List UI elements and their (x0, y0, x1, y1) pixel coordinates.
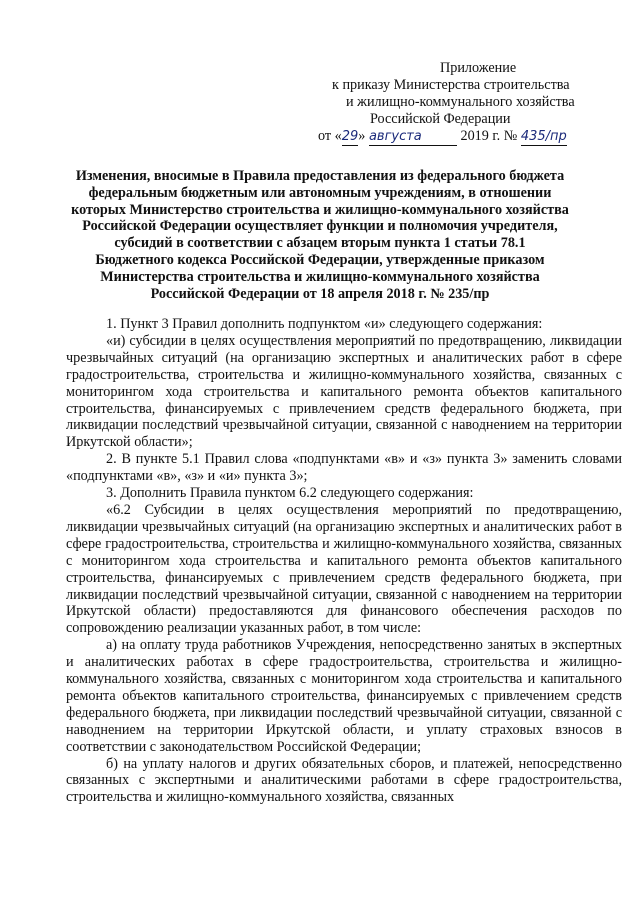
paragraph-6: а) на оплату труда работников Учреждения, непосредственно занятых в экспертных и аналитических работах в сфере градостроительства, строительства и жилищно-коммунального хозяйства, связанных с мониторингом хода строительства и капитального ремонта объектов капитального строительства, финансируемых с привлечением средств федерального бюджета, при ликвидации последствий чрезвычайной ситуации, связанной с наводнением на территории Иркутской области, и уплату страховых взносов в соответствии с законодательством Российской Федерации; (66, 637, 622, 755)
date-year: 2019 г. № (456, 128, 521, 144)
title-line: Бюджетного кодекса Российской Федерации, утвержденные приказом (95, 251, 545, 268)
title-line: Изменения, вносимые в Правила предоставления из федерального бюджета (75, 168, 565, 184)
paragraph-2: «и) субсидии в целях осуществления мероприятий по предотвращению, ликвидации чрезвычайных ситуаций (на организацию экспертных и аналитических работ в сфере градостроительства, строительства и жилищно-коммунального хозяйства, связанных с мониторингом хода строительства и капитального ремонта объектов капитального строительства, финансируемых с привлечением средств федерального бюджета, при ликвидации последствий чрезвычайной ситуации, связанной с наводнением на территории Иркутской области»; (66, 332, 622, 451)
paragraph-3: 2. В пункте 5.1 Правил слова «подпунктами «в» и «з» пункта 3» заменить словами «подпунктами «в», «з» и «и» пункта 3»; (66, 451, 622, 485)
order-date-line (318, 128, 618, 146)
paragraph-7: б) на уплату налогов и других обязательных сборов, и платежей, непосредственно связанных с экспертными и аналитическими работами в сфере градостроительства, строительства и жилищно-коммунального хозяйства, связанных (66, 755, 622, 806)
document-body (66, 316, 622, 806)
appendix-line-3: Российской Федерации (370, 111, 511, 127)
title-line: федеральным бюджетным или автономным учреждениям, в отношении (88, 184, 552, 201)
appendix-block (318, 60, 618, 146)
title-line: Российской Федерации осуществляет функции и полномочия учредителя, (82, 218, 558, 235)
appendix-line-1: к приказу Министерства строительства (332, 77, 570, 93)
appendix-line-2: и жилищно-коммунального хозяйства (346, 94, 575, 110)
date-day-handwritten: 29 (341, 129, 359, 144)
paragraph-1: 1. Пункт 3 Правил дополнить подпунктом «и» следующего содержания: (106, 316, 543, 332)
date-month-handwritten: августа (369, 128, 457, 146)
appendix-title: Приложение (440, 60, 517, 76)
date-prefix: от « (318, 128, 342, 144)
title-line: Российской Федерации от 18 апреля 2018 г. № 235/пр (150, 285, 490, 302)
order-number-handwritten: 435/пр (520, 129, 567, 144)
date-mid: » (358, 128, 369, 144)
document-title (70, 168, 570, 302)
title-line: субсидий в соответствии с абзацем вторым пункта 1 статьи 78.1 (114, 235, 526, 252)
title-line: Министерства строительства и жилищно-коммунального хозяйства (100, 268, 540, 285)
title-line: которых Министерство строительства и жилищно-коммунального хозяйства (71, 201, 569, 218)
paragraph-5: «6.2 Субсидии в целях осуществления мероприятий по предотвращению, ликвидации чрезвычайных ситуаций (на организацию экспертных и аналитических работ в сфере градостроительства, строительства и жилищно-коммунального хозяйства, связанных с мониторингом хода строительства и капитального ремонта объектов капитального строительства, финансируемых с привлечением средств федерального бюджета, при ликвидации последствий чрезвычайной ситуации, связанной с наводнением на территории Иркутской области) предоставляются для финансового обеспечения расходов по сопровождению реализации указанных работ, в том числе: (66, 501, 622, 637)
paragraph-4: 3. Дополнить Правила пунктом 6.2 следующего содержания: (106, 485, 474, 502)
